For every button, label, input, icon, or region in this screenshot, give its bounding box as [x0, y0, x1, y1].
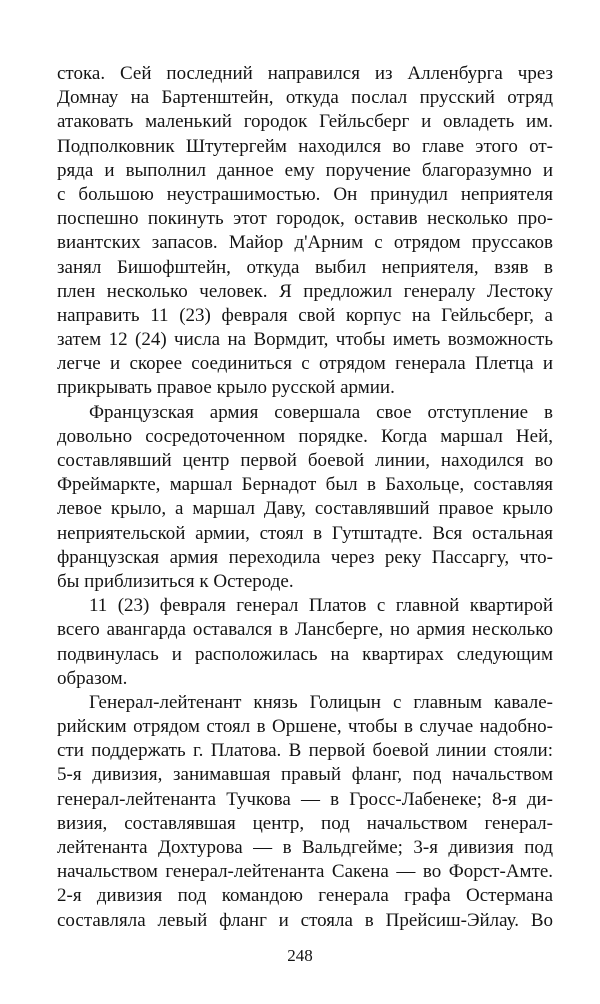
text-line: виантских запасов. Майор д'Арним с отрядом пруссаков	[57, 232, 553, 254]
text-line: затем 12 (24) числа на Вормдит, чтобы иметь возможность	[57, 329, 553, 351]
text-line: Фреймаркте, маршал Бернадот был в Бахольце, составляя	[57, 474, 553, 496]
text-line: поспешно покинуть этот городок, оставив несколько про-	[57, 208, 553, 230]
page-number: 248	[287, 946, 313, 965]
text-line: Генерал-лейтенант князь Голицын с главным кавале-	[89, 691, 553, 713]
text-line: стока. Сей последний направился из Алленбурга чрез	[57, 63, 553, 84]
text-line: направить 11 (23) февраля свой корпус на Гейльсберг, а	[57, 304, 553, 326]
text-line: визия, составлявшая центр, под начальством генерал-	[57, 812, 553, 834]
text-line: лейтенанта Дохтурова — в Вальдгейме; 3-я дивизия под	[57, 837, 553, 858]
text-line: рийским отрядом стоял в Оршене, чтобы в случае надобно-	[57, 716, 553, 738]
text-line: неприятельской армии, стоял в Гутштадте. Вся остальная	[57, 522, 553, 544]
text-line: генерал-лейтенанта Тучкова — в Гросс-Лабенеке; 8-я ди-	[57, 788, 553, 810]
text-line: бы приблизиться к Остероде.	[57, 570, 294, 592]
text-line: Подполковник Штутергейм находился во главе этого от-	[57, 135, 553, 157]
paragraph	[57, 401, 553, 595]
text-line: французская армия переходила через реку Пассаргу, что-	[57, 546, 553, 568]
text-line: с большою неустрашимостью. Он принудил неприятеля	[57, 183, 553, 205]
text-line: всего авангарда оставался в Лансберге, но армия несколько	[57, 619, 553, 641]
text-line: плен несколько человек. Я предложил генералу Лестоку	[57, 280, 553, 302]
text-line: Домнау на Бартенштейн, откуда послал прусский отряд	[57, 87, 553, 109]
text-line: 2-я дивизия под командою генерала графа Остермана	[57, 885, 553, 907]
text-line: начальством генерал-лейтенанта Сакена — во Форст-Амте.	[57, 861, 553, 883]
text-line: левое крыло, а маршал Даву, составлявший правое крыло	[57, 498, 553, 520]
paragraph	[57, 691, 553, 933]
text-line: сти поддержать г. Платова. В первой боевой линии стояли:	[57, 740, 553, 762]
text-line: занял Бишофштейн, откуда выбил неприятеля, взяв в	[57, 256, 553, 278]
text-line: 11 (23) февраля генерал Платов с главной квартирой	[89, 595, 553, 617]
text-line: 5-я дивизия, занимавшая правый фланг, под начальством	[57, 764, 553, 786]
text-line: атаковать маленький городок Гейльсберг и овладеть им.	[57, 111, 553, 133]
text-line: прикрывать правое крыло русской армии.	[57, 377, 395, 399]
paragraph	[57, 62, 553, 401]
text-line: составлявший центр первой боевой линии, находился во	[57, 450, 553, 471]
page-body	[57, 62, 553, 933]
text-line: легче и скорее соединиться с отрядом генерала Плетца и	[57, 353, 553, 375]
text-line: ряда и выполнил данное ему поручение благоразумно и	[57, 159, 553, 181]
text-line: образом.	[57, 667, 128, 689]
text-line: Французская армия совершала свое отступление в	[89, 401, 553, 423]
text-line: довольно сосредоточенном порядке. Когда маршал Ней,	[57, 425, 553, 447]
paragraph	[57, 594, 553, 691]
text-line: подвинулась и расположилась на квартирах следующим	[57, 643, 553, 665]
text-line: составляла левый фланг и стояла в Прейсиш-Эйлау. Во	[57, 909, 553, 931]
